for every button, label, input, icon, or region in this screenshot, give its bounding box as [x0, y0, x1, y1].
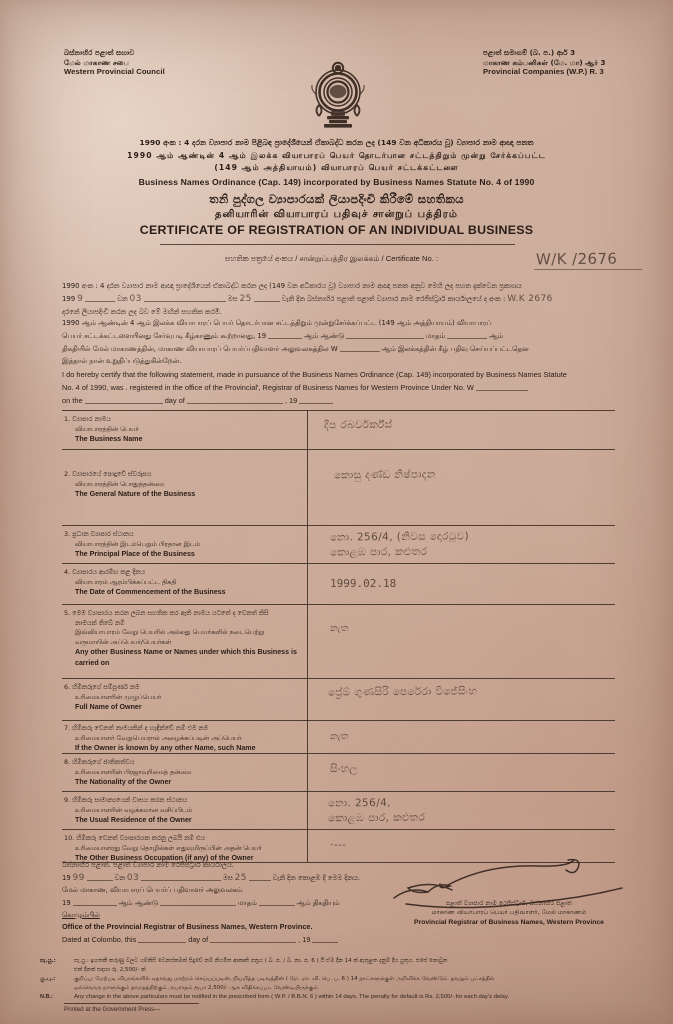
- field-3-tamil: வியாபாரத்தின் இடம்பெறும் பிரதான இடம்: [75, 539, 201, 548]
- table-rule-2: [62, 525, 615, 526]
- decl-en-19: , 19: [284, 396, 298, 406]
- bottom-ta-d3: ஆம் திகதியும்: [296, 899, 340, 908]
- field-1-sinhala: 1. ව්‍යාපාර නාමය: [64, 415, 111, 423]
- bottom-si-day-value: 25: [234, 872, 247, 883]
- table-rule-8: [62, 791, 615, 792]
- bottom-ta-d2: மாதம்: [237, 899, 257, 908]
- field-9-label: [64, 796, 192, 826]
- field-3-english: The Principal Place of the Business: [75, 550, 195, 559]
- decl-en-onthe: on the: [62, 396, 83, 406]
- field-9-tamil: உரிமையாளரின் வழக்கமான வசிப்பிடம்: [75, 805, 193, 814]
- field-9-value: [328, 796, 425, 827]
- table-rule-6: [62, 720, 615, 721]
- field-6-sinhala: 6. හිමිකරුගේ සම්පූර්ණ නම: [64, 683, 140, 691]
- bottom-en-dayof: day of: [188, 934, 209, 944]
- field-9-sinhala: 9. හිමිකරු සාමාන්‍යයෙන් වාසය කරන ස්ථානය: [64, 796, 188, 804]
- field-1-english: The Business Name: [75, 435, 143, 444]
- table-rule-4: [62, 604, 615, 605]
- bottom-si-d1: වන: [114, 873, 125, 882]
- field-10-tamil: உரிமையாளரது வேறு தொழில்கள் எதுவுமிருப்பின் அதன் பெயர்: [75, 843, 262, 852]
- field-10-value: ·---: [329, 838, 347, 852]
- ordinance-sinhala: 1990 අංක : 4 දරන ව්‍යාපාර නාම පිළිබඳ ප්‍රාදේශීයෙන් ඒකාබද්ධ කරන ලද (149 වන අධිකාරය වූ) ව්‍යාපාර නාම ආඥා පනත: [139, 138, 534, 147]
- note-sinhala-tag: සැ.යු.:: [40, 958, 56, 964]
- certificate-no-value: W/K /2676: [535, 249, 618, 269]
- declaration-ta-line4: இத்தால் நான் உறுதிப்படுத்துகின்றேன்.: [62, 357, 182, 366]
- field-7-sinhala: 7. හිමිකරු වෙනත් නාමයකින් ද හැඳින්වේ නම් එම නම: [64, 724, 209, 732]
- note-sinhala-row: [40, 957, 636, 966]
- declaration-en-line3: [62, 394, 618, 407]
- field-2-tamil: வியாபாரத்தின் பொதுத்தன்மை: [75, 479, 165, 488]
- field-2-label: [64, 470, 195, 500]
- title-underline-divider: [160, 244, 515, 245]
- field-7-label: [64, 724, 256, 754]
- decl-ta-l2c: மாதம்: [425, 331, 446, 340]
- bottom-en-19: , 19: [298, 934, 311, 944]
- field-3-value: [330, 529, 469, 561]
- field-8-label: [64, 758, 191, 788]
- field-5-tamil-l1: இவ்வியாபாரம் வேறு பெயரில் அல்லது பெயர்களில் நடைபெற்று: [75, 628, 265, 637]
- field-4-value: 1999.02.18: [330, 577, 397, 590]
- ordinance-english: Business Names Ordinance (Cap. 149) incorporated by Business Names Statute No. 4 of 1990: [138, 177, 535, 187]
- note-sinhala-l2: එක් දිනක් සඳහා රු. 2,500/- ක්: [74, 966, 146, 973]
- declaration-sinhala: [62, 281, 614, 317]
- note-tamil-l2: ஒவ்வொரு நாளுக்கும் தாமதத்திற்கும் அபராதம் ரூபா 2,500/- ஆக விதிக்கப்பட வேண்டியிருக்கும்: [74, 984, 318, 991]
- registrar-designation-block: [395, 900, 623, 928]
- declaration-ta-line3: [62, 342, 614, 356]
- table-column-divider: [307, 410, 308, 862]
- field-5-value: නැත: [329, 622, 349, 635]
- note-english-row: [40, 993, 636, 1003]
- field-4-label: [64, 568, 226, 598]
- decl-si-mid2: මස: [227, 294, 238, 303]
- bottom-si-month-value: 03: [126, 872, 140, 883]
- field-5-sinhala-l2: නාමයක් තිබේ නම්: [75, 618, 125, 627]
- field-1-value: දීප රබර්වර්ක්ස්: [323, 418, 393, 432]
- field-4-sinhala: 4. ව්‍යාපාරය ආරම්භ කළ දිනය: [64, 568, 146, 576]
- bottom-ta-colombo: கொழும்பில்: [62, 911, 100, 920]
- header-right-sinhala: පළාත් සමාගම් (බ. ප.) ආර් 3: [483, 48, 576, 57]
- note-english-tag: N.B.:: [40, 993, 53, 1000]
- field-3-value-line2: කොළඹ පාර, කළුතර: [330, 545, 428, 559]
- declaration-en-line1: I do hereby certify that the following statement, made in pursuance of the Business Names Ordinance (Cap. 149) incorporated by Business Names Statute: [62, 370, 567, 379]
- decl-si-day-value: 25: [239, 293, 252, 304]
- bottom-ta-d1: ஆம் ஆண்டு: [118, 899, 158, 908]
- field-3-label: [64, 530, 200, 560]
- bottom-si-year-pre: 19: [62, 873, 71, 882]
- table-rule-9: [62, 829, 615, 830]
- header-right-formcode: [483, 48, 606, 77]
- decl-si-post: වැනි දින බස්නාහිර පළාත් පළාත් ව්‍යාපාර නාම රෙජිස්ට්‍රාර් කාර්යාලයේ ද අංක :: [281, 294, 506, 303]
- field-8-english: The Nationality of the Owner: [75, 778, 172, 787]
- table-rule-top: [62, 410, 615, 411]
- declaration-si-line3: දරනේ ලියාපදිංචි කරන ලද බව මේ මඟින් සහතික කරමි.: [62, 307, 222, 316]
- field-6-tamil: உரிமையாளரின் முழுப்பெயர்: [75, 692, 162, 701]
- decl-ta-l2b: ஆம் ஆண்டு: [304, 331, 345, 340]
- field-6-label: [64, 683, 161, 713]
- field-6-english: Full Name of Owner: [75, 703, 142, 712]
- field-2-value: කොසු දණ්ඩ නිෂ්පාදන: [333, 468, 436, 482]
- field-1-tamil: வியாபாரத்தின் பெயர்: [75, 424, 139, 433]
- bottom-ta-line1: மேல் மாகாண, வியாபாரப் பெயர்ப் பதிவாளர் அலுவலகம்: [62, 886, 243, 895]
- field-3-sinhala: 3. ප්‍රධාන ව්‍යාපාර ස්ථානය: [64, 530, 134, 538]
- decl-si-mid1: වන: [117, 294, 128, 303]
- certificate-title-block: [40, 192, 633, 237]
- header-left-sinhala: බස්නාහිර පළාත් සභාව: [64, 48, 135, 57]
- field-3-value-line1: නො. 256/4, (නිවස දොරටුව): [329, 530, 470, 544]
- field-5-english-l2: carried on: [75, 659, 110, 668]
- page-title-sinhala: තනි පුද්ගල ව්‍යාපාරයක් ලියාපදිංචි කිරීමේ සහතිකය: [209, 192, 464, 206]
- bottom-en-dated: Dated at Colombo, this: [62, 934, 137, 944]
- note-block: [40, 957, 636, 1002]
- declaration-si-line1: 1990 අංක : 4 දරන ව්‍යාපාර නාම ආඥා ප්‍රාදේශීයෙන් ඒකාබද්ධ කරන ලද (149 වන අධිකාරය වූ) ව්‍යාපාර නාම ආඥා පනත අනුව මෙහි ලද පහත දැක්වෙන ප්‍රකාශය: [62, 282, 522, 290]
- field-9-value-line1: නො. 256/4,: [327, 796, 391, 810]
- field-8-sinhala: 8. හිමිකරුගේ ජාතිකත්වය: [64, 758, 135, 766]
- decl-si-pre: 199: [62, 294, 76, 303]
- declaration-ta-line1: 1990 ஆம் ஆண்டின் 4 ஆம் இலக்க வியாபாரப் பெயர் தொடர்பான சட்டத்திறும் முன்றுசேர்க்கப்பட்ட (149 ஆம் அத்தியாயம்) வியாபாரப்: [62, 319, 492, 327]
- field-4-english: The Date of Commencement of the Business: [75, 588, 226, 597]
- header-right-english: Provincial Companies (W.P.) R. 3: [483, 67, 604, 76]
- note-english: Any change in the above particulars must be notified in the prescribed form ( W.P. / B.B.N. 6 ) within 14 days. The penalty for default is Rs. 2,500/- for each day's delay.: [74, 993, 509, 1000]
- decl-si-regno-value: W.K 2676: [507, 293, 553, 304]
- bottom-ta-year-pre: 19: [62, 899, 71, 908]
- decl-ta-l3b: ஆம் இலக்கத்தின் கீழ் பதிவு செய்யப்பட்டதென: [381, 345, 529, 354]
- field-5-label: [64, 609, 297, 669]
- decl-si-month-value: 03: [129, 293, 142, 304]
- decl-ta-l2d: ஆம்: [489, 331, 504, 340]
- bottom-si-year-value: 99: [72, 872, 85, 883]
- declaration-ta-line2: [62, 329, 614, 343]
- declaration-tamil: [62, 318, 614, 367]
- field-5-tamil-l2: வருமாயின் அப்பெயர்/பெயர்கள்: [75, 637, 172, 646]
- field-2-english: The General Nature of the Business: [75, 490, 196, 499]
- table-rule-1: [62, 449, 615, 450]
- field-7-english: If the Owner is known by any other Name, such Name: [75, 744, 256, 753]
- footer-press-note: Printed at the Government Press—: [64, 1006, 161, 1013]
- field-9-english: The Usual Residence of the Owner: [75, 816, 192, 825]
- header-left-tamil: மேல் மாகாண சபை: [64, 57, 130, 67]
- certificate-no-label: සහතික පත්‍රයේ අංකය / சான்றுப்பத்திர இலக்கம் / Certificate No. :: [225, 254, 439, 263]
- decl-en-dayof: day of: [164, 396, 185, 406]
- sri-lanka-emblem-icon: [307, 58, 369, 138]
- header-left-english: Western Provincial Council: [64, 67, 165, 76]
- bottom-en-office: Office of the Provincial Registrar of Business Names, Western Province.: [62, 921, 313, 931]
- registrar-sinhala: පළාත් ව්‍යාපාර නාම රෙජිස්ට්‍රාර්, බස්නාහිර පළාත: [445, 900, 573, 907]
- footer-divider: [64, 1003, 199, 1004]
- note-tamil-l1: குறிப்பு: மேற்படி விபரங்களில் ஏதாவது மாற்றம் செய்யப்படின், நியமித்த படிவத்தின் ( மே. மா. வி. பெ. ப. 6 ) 14 நாட்களுக்குள் அறிவிக்க வேண்டும். தவறும் பட்சத்தில்: [74, 975, 495, 982]
- field-7-tamil: உரிமையாளர் வேறுபெயரால் அழைக்கப்படின் அப்பெயர்: [75, 733, 242, 742]
- table-rule-3: [62, 563, 615, 564]
- field-8-value: සිංහල: [329, 762, 358, 776]
- field-1-label: [64, 415, 142, 445]
- declaration-si-line2: [62, 292, 614, 307]
- field-4-tamil: வியாபாரம் ஆரம்பிக்கப்பட்ட திகதி: [75, 577, 177, 586]
- note-tamil-row: [40, 975, 636, 984]
- header-left-authority: [64, 48, 165, 77]
- field-5-sinhala-l1: 5. මෙම ව්‍යාපාරය කරන ලබන සහතික කර ඇති නාමය යටතේ ද වෙනත් කිසි: [64, 609, 269, 617]
- ordinance-tamil-line2: (149 ஆம் அத்தியாயம்) வியாபாரப் பெயர் சட்டக்கட்டளை: [214, 163, 459, 172]
- bottom-en-dated-line: [62, 933, 622, 946]
- decl-si-year-value: 9: [77, 293, 84, 304]
- bottom-si-post: වැනි දින කොළඹ දී මෙම දිනය.: [272, 873, 360, 882]
- declaration-en-line2: [62, 381, 618, 394]
- field-8-tamil: உரிமையாளரின் பிரஜாவுரிமைத் தன்மை: [75, 767, 192, 776]
- note-tamil-tag: கு.பு.:: [40, 975, 56, 982]
- field-5-english-l1: Any other Business Name or Names under which this Business is: [75, 648, 297, 657]
- note-sinhala-l1: සැ.යු.: ඉහතකී කරුණු වලට යම්කිසි වෙනස්කමක් සිදුවේ නම් නියමිත ආකෘති පත්‍රය ( බ. ප. / බ. නා. ප. 6 ) යි ඒම දින 14 ක් ඇතුළත දැනුම් දිය යුතුය. එසේ නොවුන: [74, 958, 448, 964]
- declaration-english: [62, 368, 618, 408]
- field-7-value: නැත: [329, 730, 349, 743]
- decl-en-l2: No. 4 of 1990, was . registered in the office of the Provincial', Registrar of Business Names for Western Province Under No. W: [62, 383, 474, 393]
- page-title-tamil: தனியாரின் வியாபாரப் பதிவுச் சான்றுப் பத்திரம்: [215, 209, 458, 220]
- ordinance-title-block: [40, 138, 633, 187]
- ordinance-tamil-line1: 1990 ஆம் ஆண்டின் 4 ஆம் இலக்க வியாபாரப் பெயர் தொடர்பான சட்டத்திறும் முன்று சேர்க்கப்பட்ட: [127, 151, 546, 160]
- field-9-value-line2: කොළඹ පාර, කළුතර: [328, 811, 426, 825]
- bottom-si-d2: මස: [222, 873, 233, 882]
- certificate-no-underline: [534, 269, 642, 270]
- bottom-si-line1: බස්නාහිර පළාත්. පළාත් ව්‍යාපාර නාම රෙජිස්ට්‍රාර් කාර්යාලය.: [62, 861, 234, 869]
- registrar-tamil: மாகாண வியாபாரப் பெயர் பதிவாளர், மேல் மாகாணம்: [431, 908, 587, 916]
- field-6-value: ප්‍රේම් ගුණසිරි පෙරේරා විජේසිංහ: [327, 685, 478, 699]
- decl-ta-l2: பெயர் சட்டக்கட்டளையினது சேர்வுபடி கீழ்காணும் கூற்றானது, 19: [62, 331, 267, 340]
- decl-ta-l3: திகதியில் மேல் மாகாணத்தின், மாகாண வியாபாரப் பெயர்ப்பதிவாளர் அலுவலகத்தில W: [62, 345, 338, 354]
- page-title: CERTIFICATE OF REGISTRATION OF AN INDIVIDUAL BUSINESS: [139, 223, 534, 237]
- header-right-tamil: மாகாண கம்பனிகள் (மே. மா) ஆர் 3: [483, 57, 606, 67]
- field-2-sinhala: 2. ව්‍යාපාරයේ පොදුවේ ස්වරූපය: [64, 470, 152, 478]
- field-10-english: The Other Business Occupation (if any) of the Owner: [75, 854, 254, 863]
- field-10-sinhala: 10. හිමිකරු වෙනත් ව්‍යාපාරයක කරනු ලබයි නම් එය: [64, 834, 205, 842]
- table-rule-5: [62, 678, 615, 679]
- registrar-english: Provincial Registrar of Business Names, Western Province: [414, 918, 604, 926]
